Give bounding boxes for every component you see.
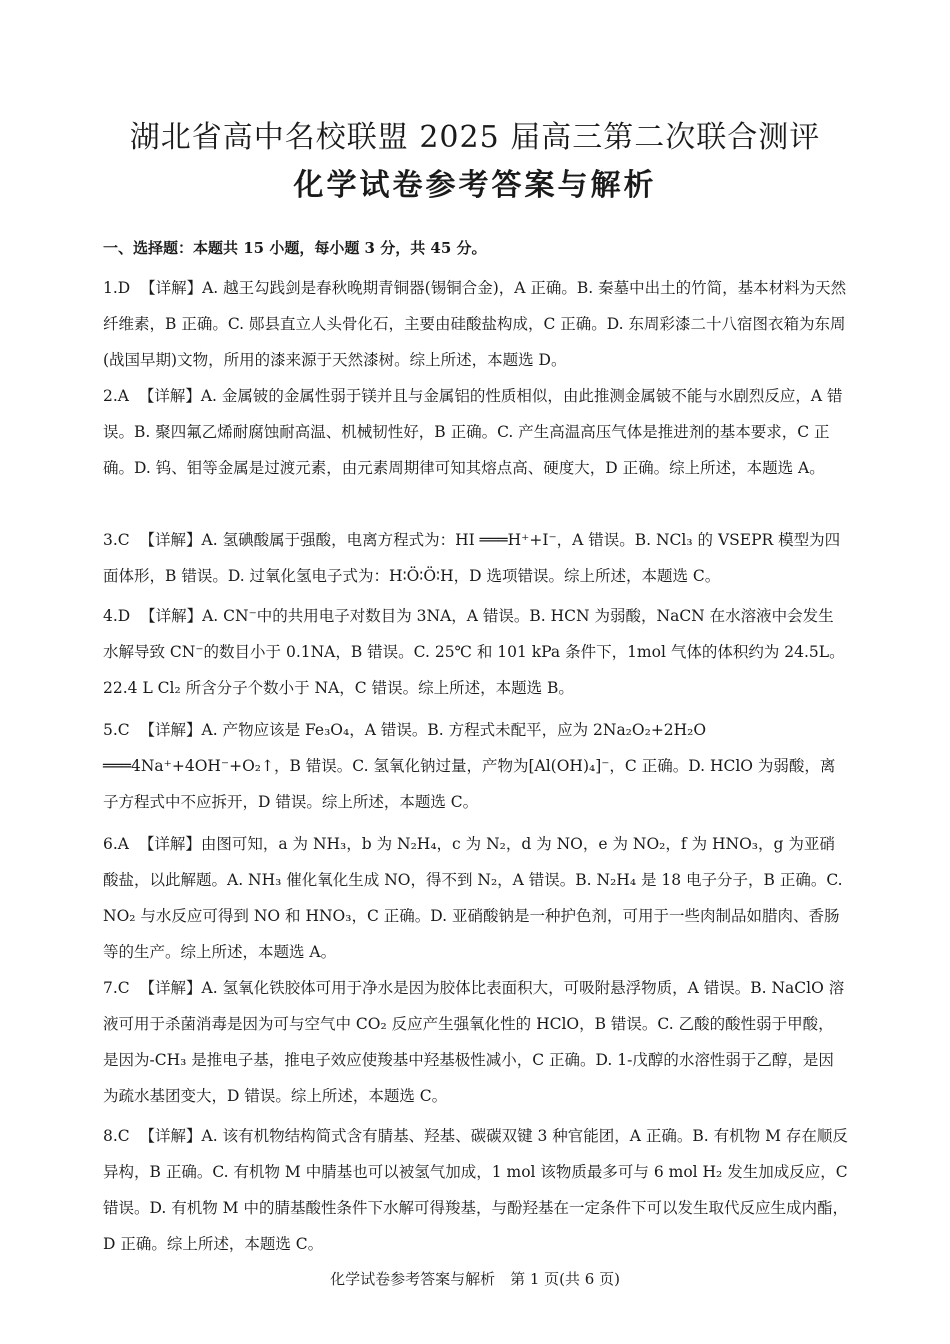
question-explanation: 【详解】A. 该有机物结构简式含有腈基、羟基、碳碳双键 3 种官能团，A 正确。B. 有机物 M 存在顺反异构，B 正确。C. 有机物 M 中腈基也可以被氢气加成，1 mol 该物质最多可与 6 mol H₂ 发生加成反应，C 错误。D. 有机物 M 中的腈基酸性条件下水解可得羧基，与酚羟基在一定条件下可以发生取代反应生成内酯，D 正确。综上所述，本题选 C。: [103, 1127, 848, 1253]
question-answer: C: [117, 531, 130, 549]
section-header: 一、选择题：本题共 15 小题，每小题 3 分，共 45 分。: [103, 239, 487, 257]
question-explanation: 【详解】A. 金属铍的金属性弱于镁并且与金属铝的性质相似，由此推测金属铍不能与水剧烈反应，A 错误。B. 聚四氟乙烯耐腐蚀耐高温、机械韧性好，B 正确。C. 产生高温高压气体是推进剂的基本要求，C 正确。D. 钨、钼等金属是过渡元素，由元素周期律可知其熔点高、硬度大，D 正确。综上所述，本题选 A。: [103, 387, 843, 477]
page-footer: 化学试卷参考答案与解析 第 1 页(共 6 页): [330, 1270, 620, 1288]
question-number: 8.: [103, 1127, 118, 1145]
question-answer: D: [117, 279, 131, 297]
question-number: 7.: [103, 979, 118, 997]
question-number: 5.: [103, 721, 118, 739]
question-2: [103, 378, 848, 486]
question-number: 2.: [103, 387, 118, 405]
question-answer: A: [117, 387, 129, 405]
question-5: [103, 712, 848, 820]
question-explanation: 【详解】A. CN⁻中的共用电子对数目为 3NA，A 错误。B. HCN 为弱酸，NaCN 在水溶液中会发生水解导致 CN⁻的数目小于 0.1NA，B 错误。C. 25℃ 和 101 kPa 条件下，1mol 气体的体积约为 24.5L。22.4 L Cl₂ 所含分子个数小于 NA，C 错误。综上所述，本题选 B。: [103, 607, 845, 697]
question-8: [103, 1118, 848, 1262]
question-explanation: 【详解】A. 越王勾践剑是春秋晚期青铜器(锡铜合金)，A 正确。B. 秦墓中出土的竹简，基本材料为天然纤维素，B 正确。C. 郧县直立人头骨化石，主要由硅酸盐构成，C 正确。D. 东周彩漆二十八宿图衣箱为东周(战国早期)文物，所用的漆来源于天然漆树。综上所述，本题选 D。: [103, 279, 847, 369]
question-1: [103, 270, 848, 378]
question-number: 3.: [103, 531, 118, 549]
question-4: [103, 598, 848, 706]
question-explanation: 【详解】A. 产物应该是 Fe₃O₄，A 错误。B. 方程式未配平，应为 2Na₂O₂+2H₂O ═══4Na⁺+4OH⁻+O₂↑，B 错误。C. 氢氧化钠过量，产物为[Al(OH)₄]⁻，C 正确。D. HClO 为弱酸，离子方程式中不应拆开，D 错误。综上所述，本题选 C。: [103, 721, 836, 811]
question-answer: A: [117, 835, 129, 853]
question-6: [103, 826, 848, 970]
question-answer: D: [117, 607, 131, 625]
document-title: 湖北省高中名校联盟 2025 届高三第二次联合测评: [129, 120, 821, 155]
question-answer: C: [117, 979, 130, 997]
document-subtitle: 化学试卷参考答案与解析: [293, 168, 657, 203]
question-answer: C: [117, 1127, 130, 1145]
question-explanation: 【详解】由图可知，a 为 NH₃，b 为 N₂H₄，c 为 N₂，d 为 NO，e 为 NO₂，f 为 HNO₃，g 为亚硝酸盐，以此解题。A. NH₃ 催化氧化生成 NO，得不到 N₂，A 错误。B. N₂H₄ 是 18 电子分子，B 正确。C. NO₂ 与水反应可得到 NO 和 HNO₃，C 正确。D. 亚硝酸钠是一种护色剂，可用于一些肉制品如腊肉、香肠等的生产。综上所述，本题选 A。: [103, 835, 843, 961]
question-3: [103, 522, 848, 594]
question-explanation: 【详解】A. 氢碘酸属于强酸，电离方程式为：HI ═══H⁺+I⁻，A 错误。B. NCl₃ 的 VSEPR 模型为四面体形，B 错误。D. 过氧化氢电子式为：H∶Ö∶Ö∶H，D 选项错误。综上所述，本题选 C。: [103, 531, 841, 585]
question-number: 6.: [103, 835, 118, 853]
question-answer: C: [117, 721, 130, 739]
question-7: [103, 970, 848, 1114]
question-number: 1.: [103, 279, 118, 297]
question-number: 4.: [103, 607, 118, 625]
question-explanation: 【详解】A. 氢氧化铁胶体可用于净水是因为胶体比表面积大，可吸附悬浮物质，A 错误。B. NaClO 溶液可用于杀菌消毒是因为可与空气中 CO₂ 反应产生强氧化性的 HClO，B 错误。C. 乙酸的酸性弱于甲酸，是因为-CH₃ 是推电子基，推电子效应使羧基中羟基极性减小，C 正确。D. 1-戊醇的水溶性弱于乙醇，是因为疏水基团变大，D 错误。综上所述，本题选 C。: [103, 979, 845, 1105]
